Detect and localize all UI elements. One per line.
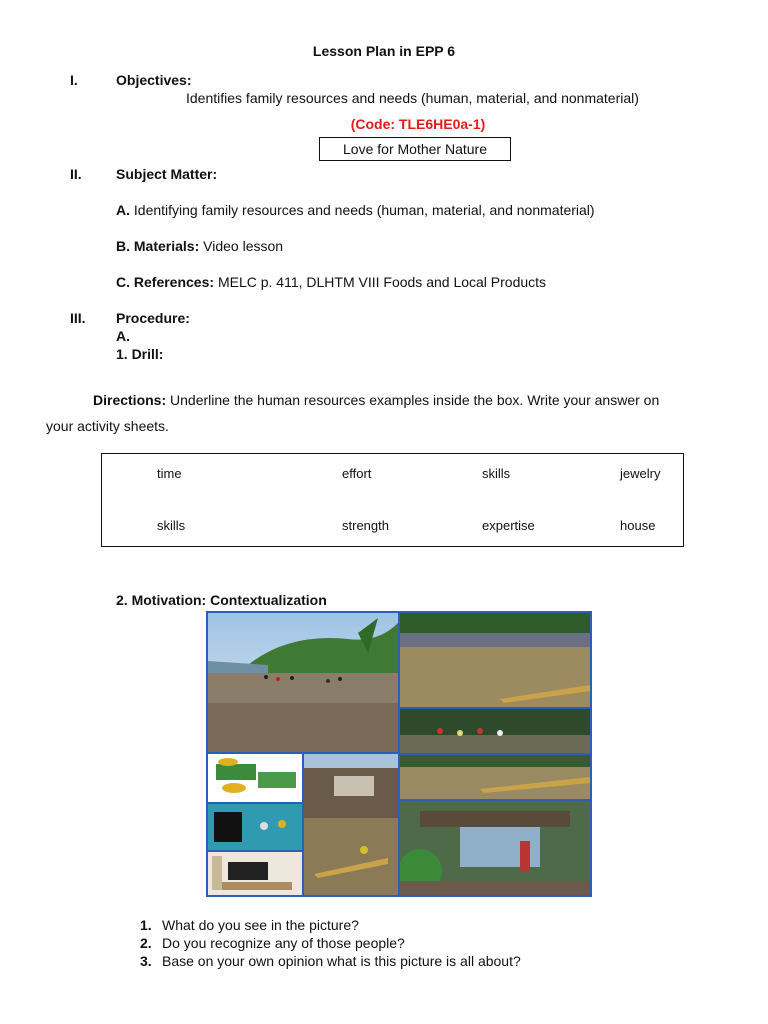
market-stalls-photo [400, 801, 590, 895]
subject-item-letter: A. [116, 202, 130, 218]
subject-item-text: MELC p. 411, DLHTM VIII Foods and Local Products [217, 274, 547, 290]
subject-item-letter: C. [116, 274, 130, 290]
gadgets-photo [208, 804, 302, 850]
value-box: Love for Mother Nature [319, 137, 511, 161]
word-item: skills [157, 518, 186, 533]
question-text: What do you see in the picture? [162, 917, 359, 933]
procedure-sub-a: A. [116, 328, 130, 344]
word-item: time [157, 466, 182, 481]
objectives-text: Identifies family resources and needs (human, material, and nonmaterial) [186, 90, 639, 106]
page-title: Lesson Plan in EPP 6 [312, 43, 456, 59]
money-photo [208, 754, 302, 802]
directions-label: Directions: [93, 392, 167, 408]
objectives-heading: Objectives: [116, 72, 192, 88]
subject-item-letter: B. [116, 238, 130, 254]
question-text: Do you recognize any of those people? [162, 935, 405, 951]
procedure-heading: Procedure: [116, 310, 190, 326]
beach-cleanup-photo [208, 613, 398, 752]
directions-line1 [93, 392, 659, 408]
word-item: effort [342, 466, 372, 481]
directions-text: Underline the human resources examples inside the box. Write your answer on [170, 392, 660, 408]
subject-item-text: Video lesson [203, 238, 284, 254]
question-1 [140, 917, 359, 933]
question-number: 1. [140, 917, 152, 933]
riverbank-photo [400, 755, 590, 799]
word-box [101, 453, 684, 547]
word-item: expertise [482, 518, 535, 533]
subject-item-label: Materials: [133, 238, 200, 254]
subject-item-a [116, 202, 595, 218]
subject-item-text: Identifying family resources and needs (human, material, and nonmaterial) [133, 202, 595, 218]
subject-item-c [116, 274, 546, 290]
word-item: jewelry [620, 466, 661, 481]
objectives-numeral: I. [70, 72, 78, 88]
stilt-houses-photo [304, 754, 398, 895]
question-number: 2. [140, 935, 152, 951]
objectives-code: (Code: TLE6HE0a-1) [350, 116, 486, 132]
question-text: Base on your own opinion what is this picture is all about? [162, 953, 521, 969]
word-item: house [620, 518, 656, 533]
furniture-photo [208, 852, 302, 895]
people-gathering-photo [400, 709, 590, 753]
procedure-numeral: III. [70, 310, 86, 326]
photo-collage [206, 611, 592, 897]
directions-line2: your activity sheets. [46, 418, 169, 434]
question-number: 3. [140, 953, 152, 969]
subject-matter-numeral: II. [70, 166, 82, 182]
word-item: strength [342, 518, 389, 533]
word-item: skills [482, 466, 511, 481]
drill-heading: 1. Drill: [116, 346, 164, 362]
question-2 [140, 935, 405, 951]
question-3 [140, 953, 521, 969]
subject-item-b [116, 238, 283, 254]
river-boats-photo [400, 613, 590, 707]
subject-item-label: References: [133, 274, 215, 290]
subject-matter-heading: Subject Matter: [116, 166, 218, 182]
motivation-heading: 2. Motivation: Contextualization [116, 592, 327, 608]
